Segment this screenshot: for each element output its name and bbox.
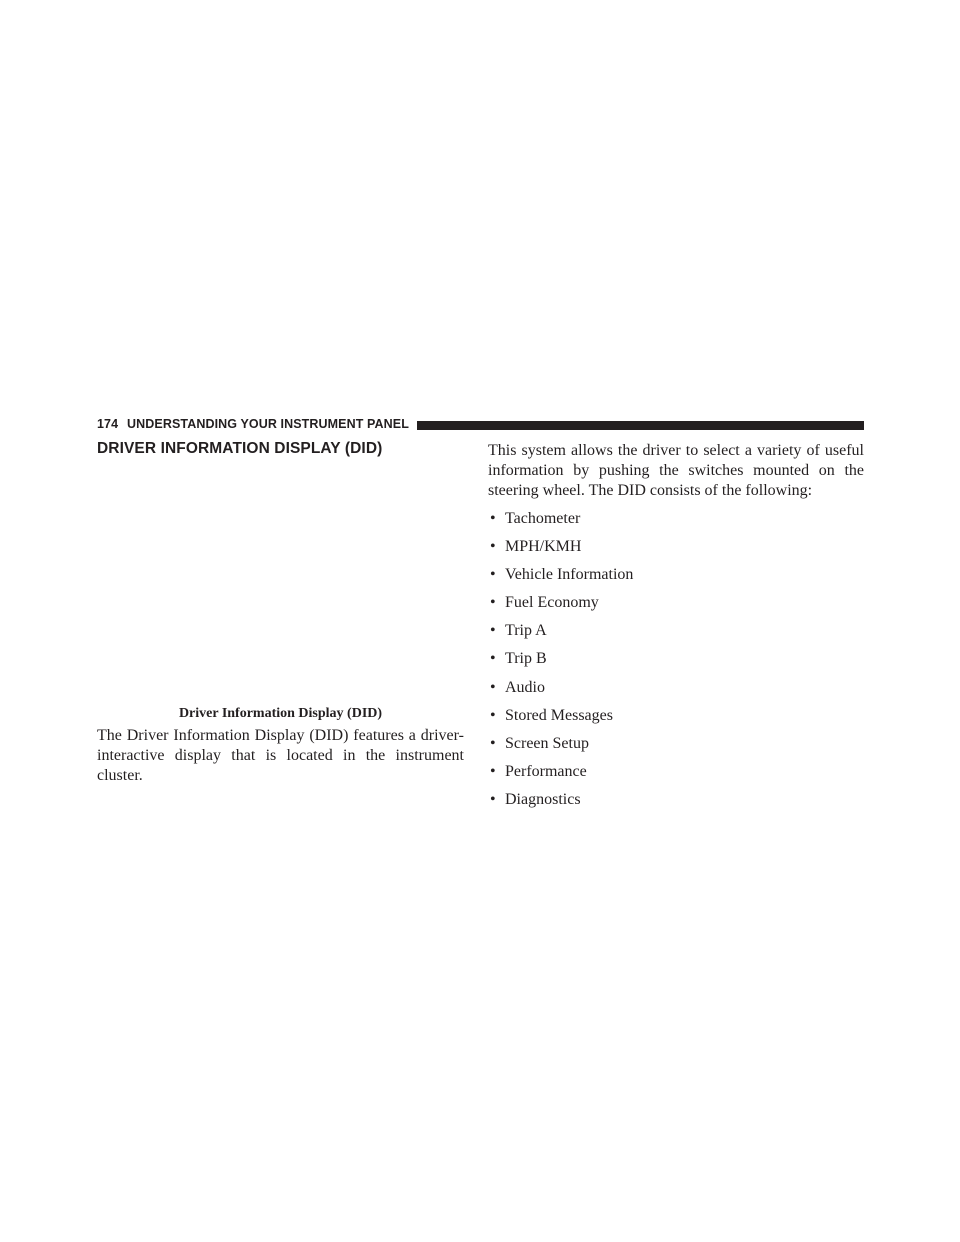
page-number: 174: [97, 417, 119, 431]
list-item-label: Tachometer: [505, 510, 581, 527]
list-item-label: Stored Messages: [505, 706, 613, 724]
body-paragraph-intro: This system allows the driver to select a variety of useful information by pushing the switches mounted on the steering wheel. The DID consists of the following:: [488, 442, 864, 499]
list-item: [488, 593, 633, 621]
list-item: [488, 565, 633, 593]
list-item-label: MPH/KMH: [505, 538, 582, 556]
list-item-label: Diagnostics: [505, 790, 581, 808]
figure-image-placeholder: [97, 468, 464, 700]
did-feature-list: [488, 509, 633, 818]
page-header: [97, 415, 864, 435]
list-item-label: Vehicle Information: [505, 566, 634, 584]
header-rule-bar: [417, 421, 864, 430]
list-item: [488, 790, 633, 818]
list-item: [488, 537, 633, 565]
bullet-icon: •: [490, 790, 496, 808]
list-item: [488, 734, 633, 762]
bullet-icon: •: [490, 650, 496, 668]
list-item: [488, 509, 633, 537]
list-item: [488, 649, 633, 677]
list-item: [488, 678, 633, 706]
bullet-icon: •: [490, 566, 496, 584]
list-item-label: Fuel Economy: [505, 594, 599, 612]
bullet-icon: •: [490, 538, 496, 556]
body-paragraph-left: The Driver Information Display (DID) features a driver-interactive display that is located in the instrument cluster.: [97, 727, 464, 784]
section-title: UNDERSTANDING YOUR INSTRUMENT PANEL: [127, 417, 409, 431]
section-heading: DRIVER INFORMATION DISPLAY (DID): [97, 440, 383, 457]
figure-caption: Driver Information Display (DID): [178, 706, 383, 721]
bullet-icon: •: [490, 734, 496, 752]
list-item-label: Trip A: [505, 622, 547, 640]
bullet-icon: •: [490, 678, 496, 696]
list-item: [488, 706, 633, 734]
bullet-icon: •: [490, 510, 496, 527]
list-item-label: Screen Setup: [505, 734, 589, 752]
list-item-label: Trip B: [505, 650, 547, 668]
list-item: [488, 762, 633, 790]
list-item-label: Performance: [505, 762, 587, 780]
bullet-icon: •: [490, 622, 496, 640]
bullet-icon: •: [490, 762, 496, 780]
list-item: [488, 621, 633, 649]
bullet-icon: •: [490, 594, 496, 612]
list-item-label: Audio: [505, 678, 545, 696]
bullet-icon: •: [490, 706, 496, 724]
